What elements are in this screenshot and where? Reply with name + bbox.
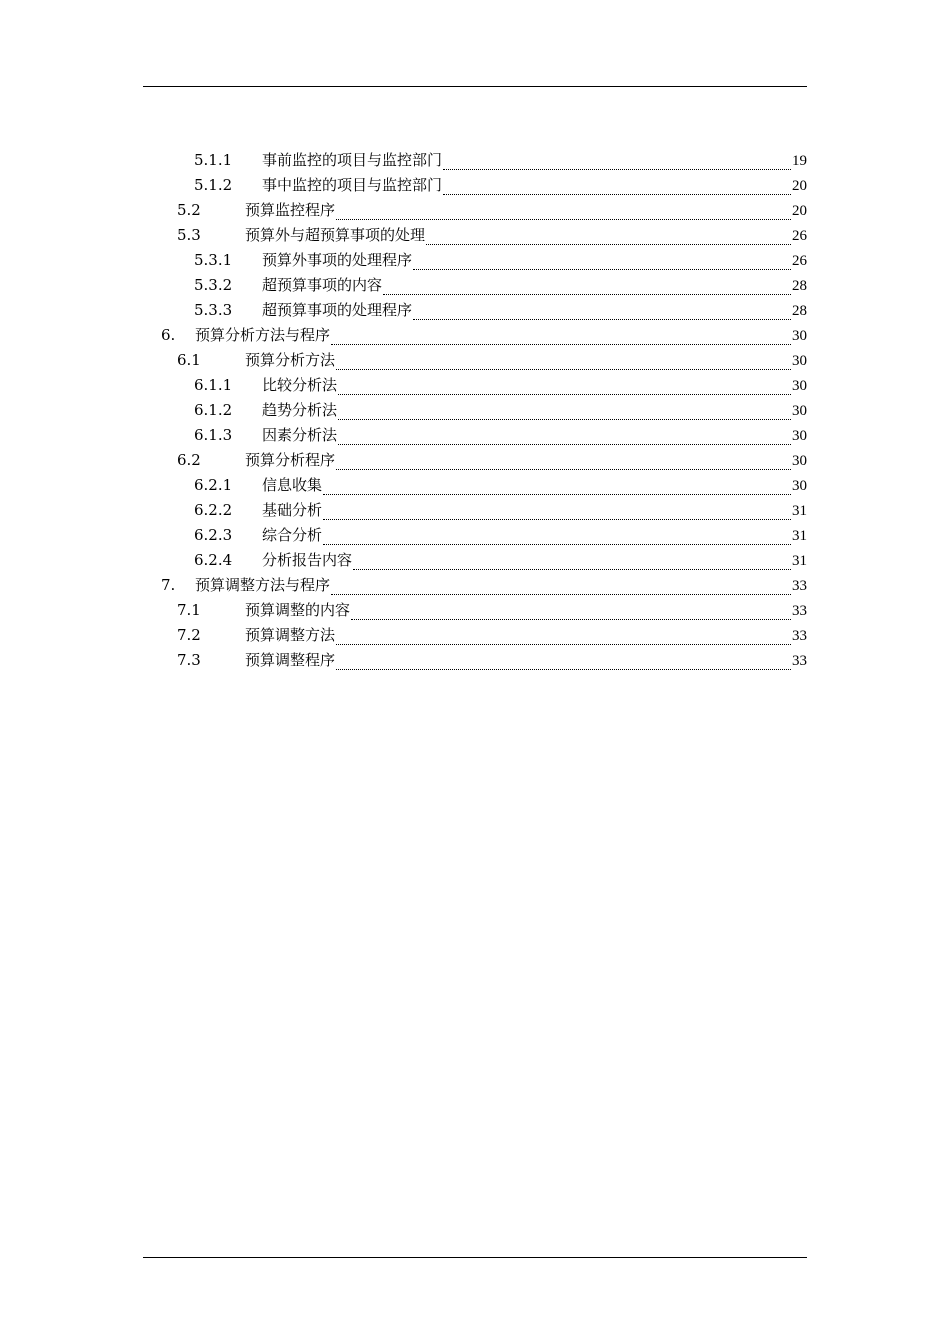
toc-dot-leader bbox=[383, 294, 791, 295]
footer-rule bbox=[143, 1257, 807, 1258]
toc-dot-leader bbox=[331, 344, 791, 345]
toc-entry-title: 预算调整程序 bbox=[245, 651, 336, 669]
toc-entry-page-number: 20 bbox=[792, 203, 807, 219]
toc-entry-number: 6.1.1 bbox=[194, 376, 233, 394]
toc-entry-page-number: 31 bbox=[792, 553, 807, 569]
header-rule bbox=[143, 86, 807, 87]
toc-entry-page-number: 30 bbox=[792, 478, 807, 494]
toc-dot-leader bbox=[336, 219, 791, 220]
toc-entry-page-number: 30 bbox=[792, 428, 807, 444]
toc-dot-leader bbox=[443, 169, 791, 170]
toc-entry-number: 7. bbox=[161, 576, 176, 594]
toc-dot-leader bbox=[338, 394, 791, 395]
toc-entry-title: 基础分析 bbox=[262, 501, 323, 519]
toc-entry-page-number: 20 bbox=[792, 178, 807, 194]
toc-entry-page-number: 26 bbox=[792, 228, 807, 244]
toc-entry-number: 5.3.1 bbox=[194, 251, 233, 269]
toc-entry-title: 趋势分析法 bbox=[262, 401, 338, 419]
toc-entry[interactable] bbox=[177, 598, 807, 623]
toc-entry-number: 6.2.2 bbox=[194, 501, 233, 519]
toc-entry[interactable] bbox=[194, 173, 807, 198]
toc-entry[interactable] bbox=[194, 373, 807, 398]
toc-entry-number: 6.2.4 bbox=[194, 551, 233, 569]
toc-dot-leader bbox=[323, 519, 791, 520]
toc-entry-number: 5.3.2 bbox=[194, 276, 233, 294]
toc-entry-number: 6.1.3 bbox=[194, 426, 233, 444]
toc-entry-title: 预算外事项的处理程序 bbox=[262, 251, 413, 269]
toc-entry[interactable] bbox=[177, 348, 807, 373]
toc-entry-page-number: 33 bbox=[792, 628, 807, 644]
toc-entry-number: 6.1 bbox=[177, 351, 201, 369]
toc-entry-title: 超预算事项的内容 bbox=[262, 276, 383, 294]
toc-entry-title: 事中监控的项目与监控部门 bbox=[262, 176, 443, 194]
toc-entry-title: 预算监控程序 bbox=[245, 201, 336, 219]
toc-dot-leader bbox=[443, 194, 791, 195]
toc-dot-leader bbox=[336, 369, 791, 370]
toc-entry-number: 5.3.3 bbox=[194, 301, 233, 319]
toc-entry[interactable] bbox=[194, 273, 807, 298]
toc-entry-title: 预算分析方法 bbox=[245, 351, 336, 369]
toc-entry-page-number: 30 bbox=[792, 378, 807, 394]
toc-entry[interactable] bbox=[177, 198, 807, 223]
toc-entry[interactable] bbox=[161, 573, 807, 598]
toc-entry[interactable] bbox=[194, 148, 807, 173]
toc-dot-leader bbox=[336, 669, 791, 670]
toc-entry-title: 预算分析程序 bbox=[245, 451, 336, 469]
toc-dot-leader bbox=[323, 494, 791, 495]
toc-dot-leader bbox=[336, 644, 791, 645]
toc-entry-page-number: 31 bbox=[792, 528, 807, 544]
toc-dot-leader bbox=[413, 269, 791, 270]
toc-entry-number: 7.3 bbox=[177, 651, 201, 669]
toc-entry-number: 5.3 bbox=[177, 226, 201, 244]
toc-entry-page-number: 33 bbox=[792, 603, 807, 619]
toc-dot-leader bbox=[353, 569, 791, 570]
toc-entry[interactable] bbox=[194, 248, 807, 273]
toc-entry-number: 5.2 bbox=[177, 201, 201, 219]
toc-entry-title: 信息收集 bbox=[262, 476, 323, 494]
toc-entry-page-number: 31 bbox=[792, 503, 807, 519]
toc-entry-number: 5.1.2 bbox=[194, 176, 233, 194]
toc-entry-title: 预算外与超预算事项的处理 bbox=[245, 226, 426, 244]
toc-dot-leader bbox=[338, 444, 791, 445]
toc-entry-title: 分析报告内容 bbox=[262, 551, 353, 569]
toc-entry-page-number: 33 bbox=[792, 578, 807, 594]
toc-entry-title: 预算分析方法与程序 bbox=[195, 326, 331, 344]
toc-entry-title: 综合分析 bbox=[262, 526, 323, 544]
toc-entry-title: 超预算事项的处理程序 bbox=[262, 301, 413, 319]
toc-entry-number: 5.1.1 bbox=[194, 151, 233, 169]
toc-entry-page-number: 19 bbox=[792, 153, 807, 169]
toc-entry[interactable] bbox=[194, 548, 807, 573]
toc-dot-leader bbox=[331, 594, 791, 595]
toc-entry-page-number: 30 bbox=[792, 403, 807, 419]
toc-entry-page-number: 30 bbox=[792, 453, 807, 469]
toc-entry-title: 预算调整方法 bbox=[245, 626, 336, 644]
toc-entry-number: 6. bbox=[161, 326, 176, 344]
toc-entry[interactable] bbox=[177, 448, 807, 473]
toc-entry-number: 7.1 bbox=[177, 601, 201, 619]
toc-entry[interactable] bbox=[194, 498, 807, 523]
toc-entry-page-number: 33 bbox=[792, 653, 807, 669]
toc-entry[interactable] bbox=[194, 473, 807, 498]
toc-entry-page-number: 28 bbox=[792, 303, 807, 319]
toc-entry-title: 事前监控的项目与监控部门 bbox=[262, 151, 443, 169]
toc-entry-title: 预算调整方法与程序 bbox=[195, 576, 331, 594]
toc-dot-leader bbox=[336, 469, 791, 470]
toc-dot-leader bbox=[323, 544, 791, 545]
toc-entry[interactable] bbox=[177, 648, 807, 673]
toc-dot-leader bbox=[351, 619, 791, 620]
toc-entry-title: 因素分析法 bbox=[262, 426, 338, 444]
toc-entry[interactable] bbox=[177, 623, 807, 648]
toc-entry-number: 6.2.1 bbox=[194, 476, 233, 494]
toc-dot-leader bbox=[413, 319, 791, 320]
toc-entry-page-number: 30 bbox=[792, 328, 807, 344]
toc-entry[interactable] bbox=[177, 223, 807, 248]
toc-entry-title: 预算调整的内容 bbox=[245, 601, 351, 619]
toc-entry-page-number: 30 bbox=[792, 353, 807, 369]
toc-entry-title: 比较分析法 bbox=[262, 376, 338, 394]
toc-entry[interactable] bbox=[194, 523, 807, 548]
toc-entry[interactable] bbox=[194, 398, 807, 423]
toc-entry-page-number: 26 bbox=[792, 253, 807, 269]
toc-entry-number: 7.2 bbox=[177, 626, 201, 644]
toc-entry-number: 6.2 bbox=[177, 451, 201, 469]
toc-dot-leader bbox=[338, 419, 791, 420]
toc-entry-page-number: 28 bbox=[792, 278, 807, 294]
toc-entry[interactable] bbox=[161, 323, 807, 348]
toc-entry[interactable] bbox=[194, 298, 807, 323]
toc-entry[interactable] bbox=[194, 423, 807, 448]
toc-dot-leader bbox=[426, 244, 791, 245]
toc-entry-number: 6.1.2 bbox=[194, 401, 233, 419]
toc-entry-number: 6.2.3 bbox=[194, 526, 233, 544]
